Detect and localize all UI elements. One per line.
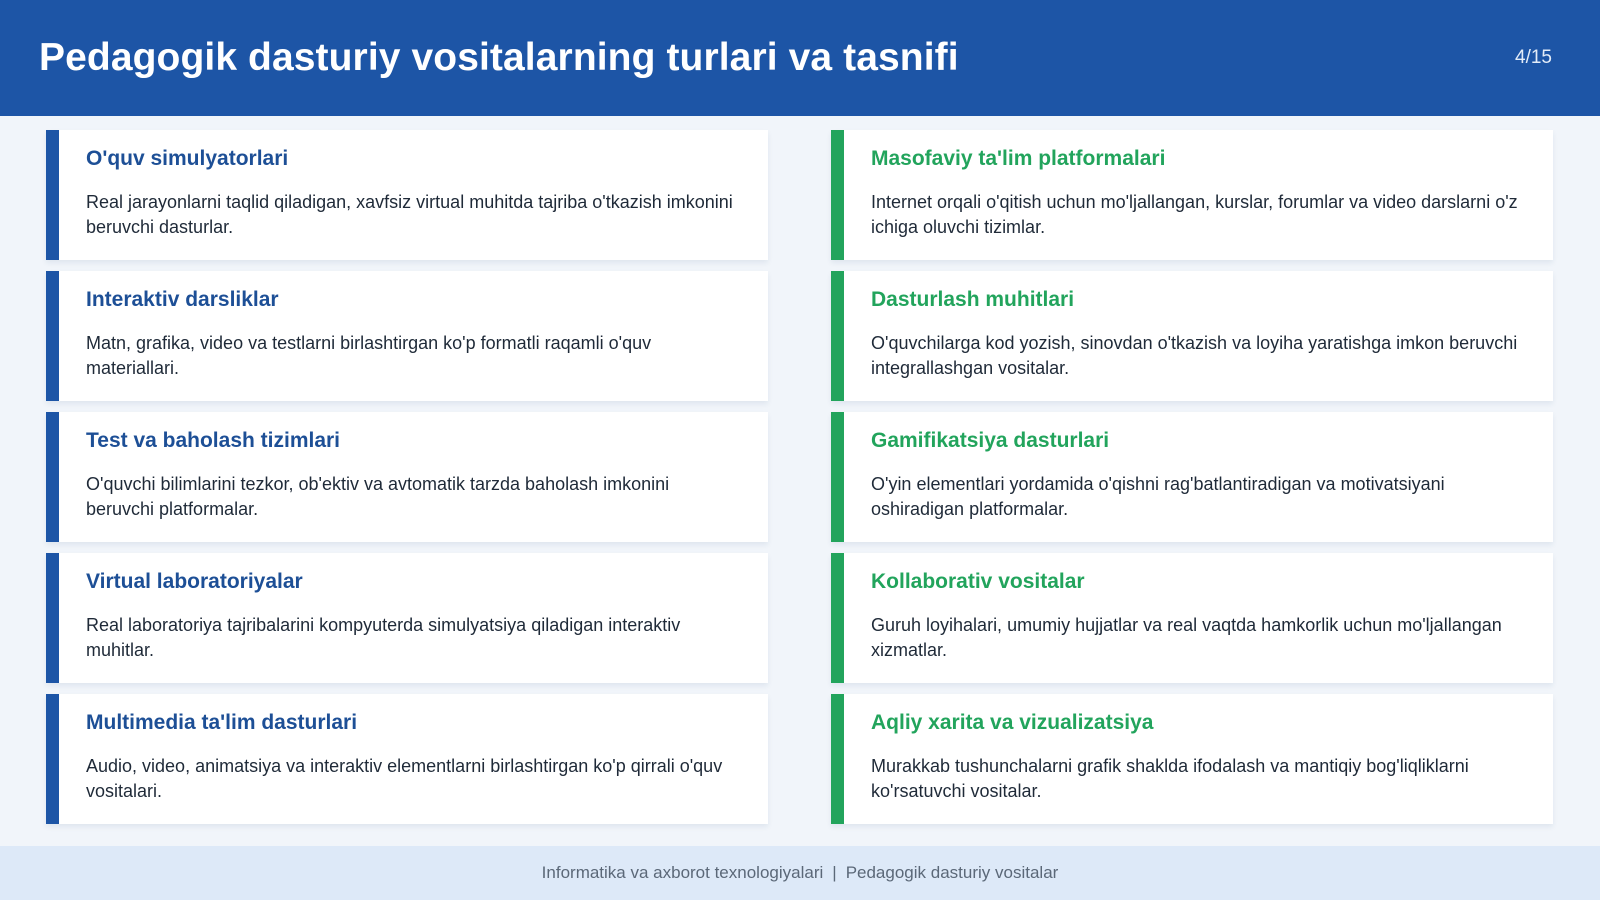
card-description: O'quvchilarga kod yozish, sinovdan o'tkazish va loyiha yaratishga imkon beruvchi integrallashgan vositalar.: [871, 333, 1518, 378]
card-description: Real laboratoriya tajribalarini kompyuterda simulyatsiya qiladigan interaktiv muhitlar.: [86, 615, 681, 660]
card-title: O'quv simulyatorlari: [86, 147, 289, 170]
footer-separator: |: [832, 863, 837, 882]
card-interaktiv-darsliklar: [46, 271, 768, 401]
card-title: Dasturlash muhitlari: [871, 288, 1075, 311]
card-dasturlash-muhitlari: [831, 271, 1553, 401]
footer-topic: Pedagogik dasturiy vositalar: [845, 863, 1059, 882]
card-title: Kollaborativ vositalar: [871, 570, 1085, 593]
card-description: Internet orqali o'qitish uchun mo'ljallangan, kurslar, forumlar va video darslarni o'z ichiga oluvchi tizimlar.: [871, 192, 1518, 237]
card-oquv-simulyatorlari: [46, 130, 768, 260]
card-description: Real jarayonlarni taqlid qiladigan, xavfsiz virtual muhitda tajriba o'tkazish imkonini beruvchi dasturlar.: [86, 192, 733, 237]
page-number: 4/15: [1515, 47, 1552, 68]
card-title: Masofaviy ta'lim platformalari: [871, 147, 1166, 170]
card-description: Murakkab tushunchalarni grafik shaklda ifodalash va mantiqiy bog'liqliklarni ko'rsatuvchi vositalar.: [871, 756, 1469, 801]
card-multimedia: [46, 694, 768, 824]
slide-footer: [0, 846, 1600, 900]
card-title: Virtual laboratoriyalar: [86, 570, 303, 593]
footer-course: Informatika va axborot texnologiyalari: [541, 863, 824, 882]
card-description: O'quvchi bilimlarini tezkor, ob'ektiv va avtomatik tarzda baholash imkonini beruvchi platformalar.: [86, 474, 670, 519]
card-title: Aqliy xarita va vizualizatsiya: [871, 711, 1154, 734]
slide-title: Pedagogik dasturiy vositalarning turlari va tasnifi: [39, 36, 959, 79]
card-title: Test va baholash tizimlari: [86, 429, 341, 452]
card-title: Gamifikatsiya dasturlari: [871, 429, 1110, 452]
card-description: O'yin elementlari yordamida o'qishni rag'batlantiradigan va motivatsiyani oshiradigan platformalar.: [871, 474, 1445, 519]
slide-header: [0, 0, 1600, 116]
card-test-baholash: [46, 412, 768, 542]
card-description: Matn, grafika, video va testlarni birlashtirgan ko'p formatli raqamli o'quv materiallari.: [86, 333, 652, 378]
card-description: Audio, video, animatsiya va interaktiv elementlarni birlashtirgan ko'p qirrali o'quv vositalari.: [86, 756, 723, 801]
card-aqliy-xarita: [831, 694, 1553, 824]
card-description: Guruh loyihalari, umumiy hujjatlar va real vaqtda hamkorlik uchun mo'ljallangan xizmatlar.: [871, 615, 1502, 660]
card-kollaborativ: [831, 553, 1553, 683]
card-masofaviy-talim: [831, 130, 1553, 260]
card-title: Interaktiv darsliklar: [86, 288, 279, 311]
card-grid: [46, 130, 1553, 824]
card-virtual-laboratoriyalar: [46, 553, 768, 683]
card-gamifikatsiya: [831, 412, 1553, 542]
card-title: Multimedia ta'lim dasturlari: [86, 711, 358, 734]
